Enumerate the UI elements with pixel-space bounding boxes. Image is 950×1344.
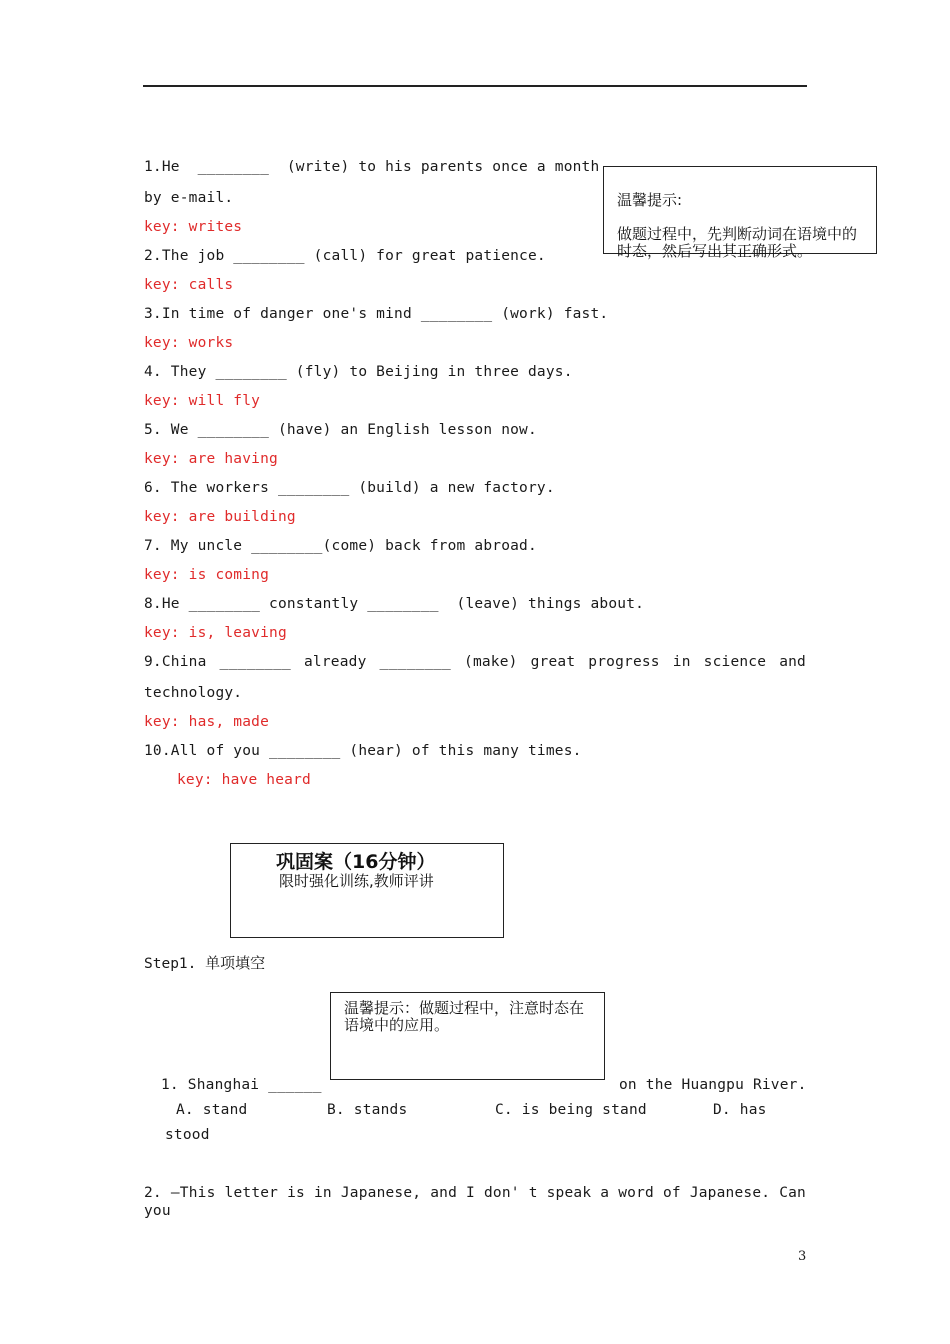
mc-1-stem-right: on the Huangpu River. (619, 1077, 807, 1093)
question-3: 3.In time of danger one's mind ________ (work) fast. (144, 306, 609, 322)
answer-key-3: key: works (144, 335, 234, 351)
question-7: 7. My uncle ________(come) back from abroad. (144, 538, 537, 554)
step1-heading (144, 954, 265, 973)
question-2: 2.The job ________ (call) for great patience. (144, 248, 546, 264)
tip-context-text: 温馨提示：做题过程中，注意时态在语境中的应用。 (344, 999, 585, 1034)
tip-box-context (330, 992, 605, 1080)
step1-label: Step1. (144, 956, 197, 972)
consolidation-title: 巩固案（16分钟） (276, 851, 436, 873)
consolidation-box (230, 843, 504, 938)
question-10: 10.All of you ________ (hear) of this many times. (144, 743, 582, 759)
mc-1-option-d-wrap: stood (165, 1127, 210, 1143)
tip-title: 温馨提示: (617, 191, 683, 209)
answer-key-2: key: calls (144, 277, 234, 293)
answer-key-8: key: is, leaving (144, 625, 287, 641)
question-5: 5. We ________ (have) an English lesson now. (144, 422, 537, 438)
answer-key-4: key: will fly (144, 393, 261, 409)
answer-key-9: key: has, made (144, 714, 270, 730)
mc-1-option-b: B. stands (327, 1102, 408, 1118)
answer-key-10: key: have heard (177, 772, 311, 788)
mc-2-stem: 2. —This letter is in Japanese, and I don' t speak a word of Japanese. Can you (144, 1185, 806, 1219)
page-number: 3 (798, 1249, 807, 1264)
mc-1-option-a: A. stand (176, 1102, 248, 1118)
question-6: 6. The workers ________ (build) a new factory. (144, 480, 555, 496)
question-1: 1.He ________ (write) to his parents once a month (144, 159, 600, 175)
step1-title: 单项填空 (205, 954, 266, 972)
question-8: 8.He ________ constantly ________ (leave) things about. (144, 596, 645, 612)
mc-1-option-c: C. is being stand (495, 1102, 647, 1118)
tip-body: 做题过程中，先判断动词在语境中的时态，然后写出其正确形式。 (617, 225, 858, 260)
answer-key-6: key: are building (144, 509, 296, 525)
question-4: 4. They ________ (fly) to Beijing in three days. (144, 364, 573, 380)
question-9-cont: technology. (144, 685, 243, 701)
header-rule (143, 85, 807, 87)
mc-1-stem-left: 1. Shanghai ______ (161, 1077, 322, 1093)
mc-1-option-d: D. has (713, 1102, 767, 1118)
consolidation-subtitle: 限时强化训练,教师评讲 (279, 872, 434, 890)
answer-key-5: key: are having (144, 451, 278, 467)
answer-key-1: key: writes (144, 219, 243, 235)
question-9: 9.China ________ already ________ (make) great progress in science and (144, 654, 806, 670)
question-1-cont: by e-mail. (144, 190, 234, 206)
answer-key-7: key: is coming (144, 567, 270, 583)
tip-box-tense (603, 166, 877, 260)
